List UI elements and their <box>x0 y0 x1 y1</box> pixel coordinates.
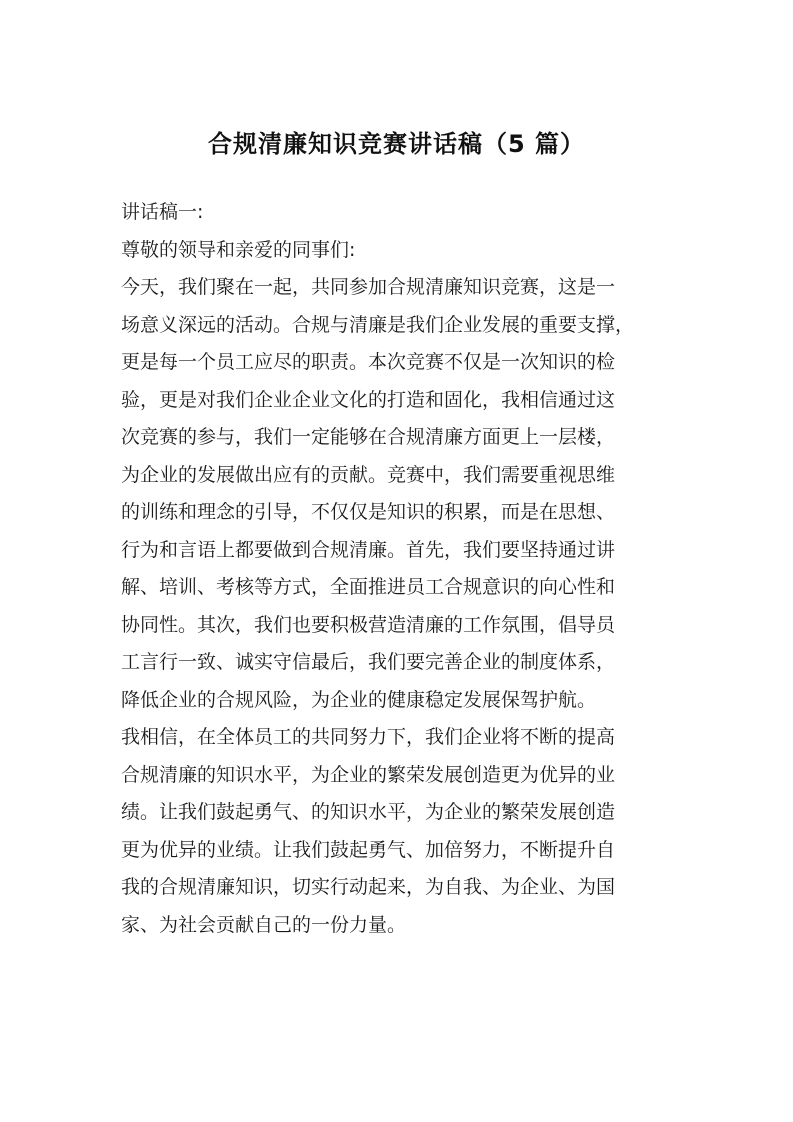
body-line: 验，更是对我们企业企业文化的打造和固化，我相信通过这 <box>121 388 616 411</box>
body-line: 我相信，在全体员工的共同努力下，我们企业将不断的提高 <box>121 726 616 748</box>
body-line: 讲话稿一: <box>121 201 204 223</box>
body-line: 行为和言语上都要做到合规清廉。首先，我们要坚持通过讲 <box>121 538 616 561</box>
body-line: 绩。让我们鼓起勇气、的知识水平，为企业的繁荣发展创造 <box>121 801 616 823</box>
body-line: 为企业的发展做出应有的贡献。竞赛中，我们需要重视思维 <box>121 463 616 486</box>
body-line: 合规清廉的知识水平，为企业的繁荣发展创造更为优异的业 <box>121 763 616 786</box>
body-line: 次竞赛的参与，我们一定能够在合规清廉方面更上一层楼， <box>121 426 616 448</box>
document-title: 合规清廉知识竞赛讲话稿（5 篇） <box>207 130 586 158</box>
body-line: 场意义深远的活动。合规与清廉是我们企业发展的重要支撑， <box>121 313 635 336</box>
body-line: 协同性。其次，我们也要积极营造清廉的工作氛围，倡导员 <box>121 613 616 636</box>
body-line: 更是每一个员工应尽的职责。本次竞赛不仅是一次知识的检 <box>121 351 616 373</box>
body-line: 工言行一致、诚实守信最后，我们要完善企业的制度体系， <box>121 651 616 673</box>
body-line: 解、培训、考核等方式，全面推进员工合规意识的向心性和 <box>121 576 616 598</box>
body-line: 我的合规清廉知识，切实行动起来，为自我、为企业、为国 <box>121 876 616 898</box>
document-body <box>121 194 681 944</box>
body-line: 降低企业的合规风险，为企业的健康稳定发展保驾护航。 <box>121 688 597 711</box>
body-line: 更为优异的业绩。让我们鼓起勇气、加倍努力，不断提升自 <box>121 838 616 861</box>
body-line: 尊敬的领导和亲爱的同事们: <box>121 238 356 261</box>
body-line: 的训练和理念的引导，不仅仅是知识的积累，而是在思想、 <box>121 501 616 523</box>
body-line: 家、为社会贡献自己的一份力量。 <box>121 913 407 936</box>
body-line: 今天，我们聚在一起，共同参加合规清廉知识竞赛，这是一 <box>121 276 616 298</box>
